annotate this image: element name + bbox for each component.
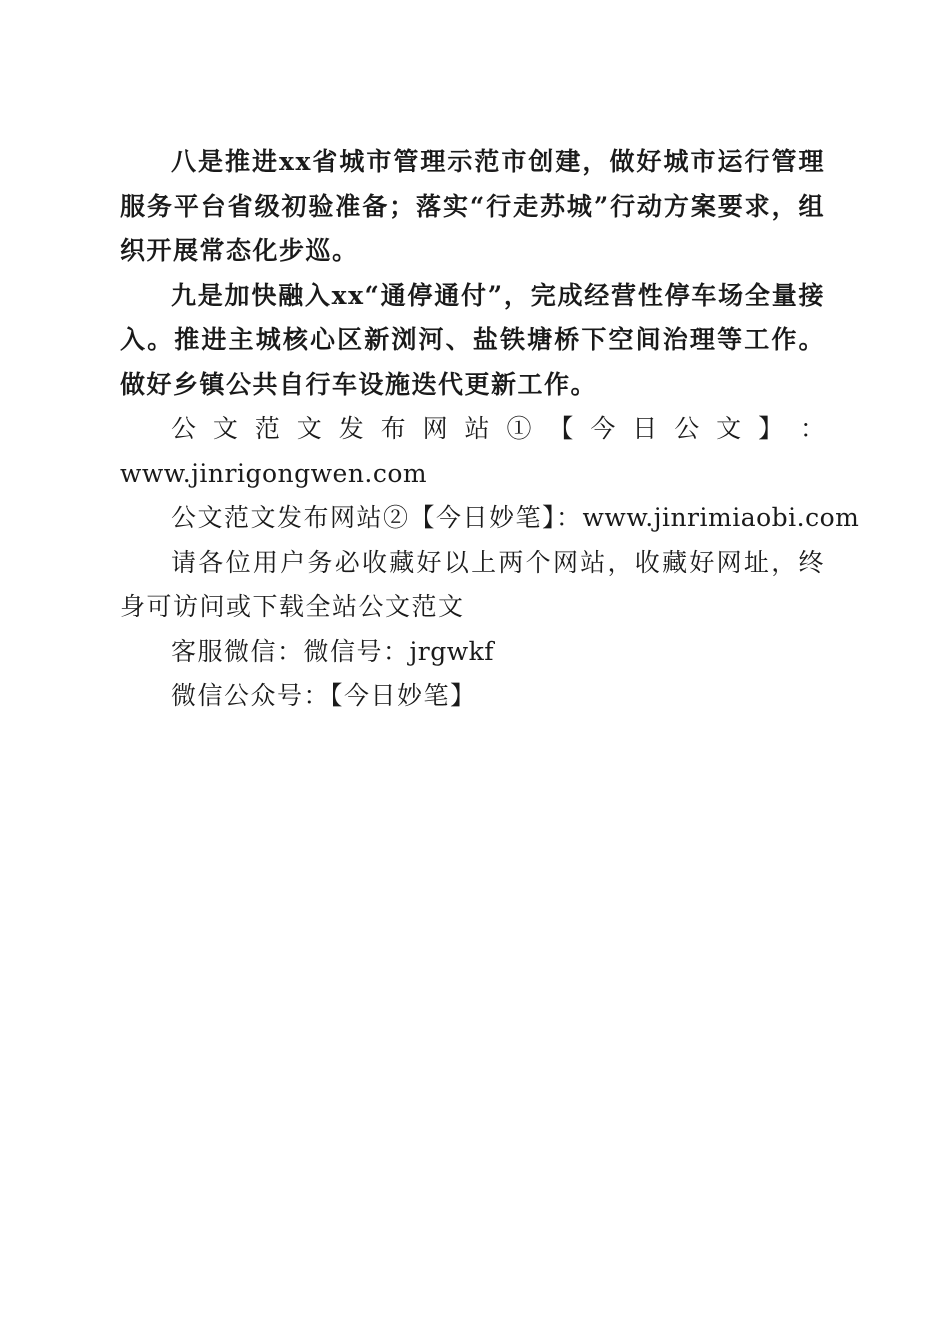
service-wechat-line bbox=[120, 630, 825, 675]
paragraph-item-8: 八是推进xx省城市管理示范市创建，做好城市运行管理服务平台省级初验准备；落实“行走苏城”行动方案要求，组织开展常态化步巡。 bbox=[120, 147, 825, 265]
site-2-label: 公文范文发布网站②【今日妙笔】： bbox=[171, 503, 583, 532]
document-body bbox=[120, 140, 860, 719]
service-wechat-id: jrgwkf bbox=[409, 636, 495, 666]
site-2-url[interactable]: www.jinrimiaobi.com bbox=[582, 503, 860, 532]
paragraph-item-9: 九是加快融入xx“通停通付”，完成经营性停车场全量接入。推进主城核心区新浏河、盐铁塘桥下空间治理等工作。做好乡镇公共自行车设施迭代更新工作。 bbox=[120, 280, 825, 399]
service-wechat-label: 客服微信：微信号： bbox=[171, 636, 410, 666]
site-2-line bbox=[120, 496, 860, 541]
site-1-url[interactable]: www.jinrigongwen.com bbox=[120, 458, 428, 488]
official-account-line: 微信公众号：【今日妙笔】 bbox=[171, 681, 477, 710]
site-1-line bbox=[120, 407, 825, 496]
site-1-label: 公 文 范 文 发 布 网 站 ① 【 今 日 公 文 】 ： bbox=[171, 414, 825, 443]
bookmark-notice: 请各位用户务必收藏好以上两个网站，收藏好网址，终身可访问或下载全站公文范文 bbox=[120, 547, 825, 621]
